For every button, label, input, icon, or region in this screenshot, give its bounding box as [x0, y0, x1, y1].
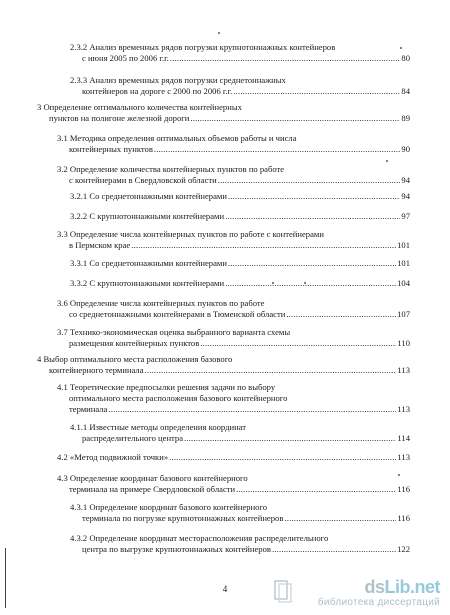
- watermark-tagline: библиотека диссертаций: [317, 597, 440, 608]
- toc-entry: [57, 473, 410, 495]
- toc-entry: [70, 422, 410, 444]
- toc-page-number: 116: [397, 484, 410, 494]
- toc-entry-line: терминала по погрузке крупнотоннажных контейнеров: [82, 513, 284, 523]
- dot-leader: [272, 544, 396, 555]
- dot-leader: [225, 278, 396, 289]
- toc-page-number: 116: [397, 513, 410, 523]
- toc-page-number: 80: [401, 53, 410, 63]
- toc-entry-line: 3.1 Методика определения оптимальных объемов работы и числа: [57, 133, 297, 143]
- toc-entry-line: 3.7 Технико-экономическая оценка выбранного варианта схемы: [57, 327, 291, 337]
- dot-leader: [170, 53, 401, 64]
- toc-entry: [57, 452, 410, 463]
- toc-entry: [57, 164, 410, 186]
- toc-page-number: 104: [397, 278, 410, 288]
- toc-page-number: 97: [401, 211, 410, 221]
- toc-entry-line: 3.2.2 С крупнотоннажными контейнерами: [70, 211, 225, 221]
- toc-page-number: 101: [397, 258, 410, 268]
- dot-leader: [218, 175, 401, 186]
- dot-leader: [228, 258, 396, 269]
- toc-entry-line: 2.3.2 Анализ временных рядов погрузки крупнотоннажных контейнеров: [70, 42, 336, 52]
- toc-entry: [37, 354, 410, 376]
- toc-entry-line: с июня 2005 по 2006 г.г.: [82, 53, 169, 63]
- dot-leader: [145, 365, 397, 376]
- dot-leader: [284, 513, 396, 524]
- toc-entry-line: пунктов на полигоне железной дороги: [49, 113, 190, 123]
- toc-entry-line: оптимального места расположения базового контейнерного: [69, 393, 288, 403]
- toc-entry: [70, 191, 410, 202]
- toc-entry: [70, 278, 410, 289]
- toc-entry-line: 4.3.1 Определение координат базового контейнерного: [70, 502, 268, 512]
- toc-entry-line: 3 Определение оптимального количества контейнерных: [37, 102, 242, 112]
- toc-entry-line: 4.3 Определение координат базового контейнерного: [57, 473, 248, 483]
- dot-leader: [236, 484, 396, 495]
- toc-entry-line: 3.6 Определение числа контейнерных пунктов по работе: [57, 298, 265, 308]
- toc-entry-line: 3.2 Определение количества контейнерных пунктов по работе: [57, 164, 285, 174]
- toc-entry-line: терминала: [69, 404, 108, 414]
- toc-page-number: 110: [397, 338, 410, 348]
- dot-leader: [184, 433, 396, 444]
- toc-entry-line: 4.1 Теоретические предпосылки решения задачи по выбору: [57, 382, 276, 392]
- toc-entry-line: 4 Выбор оптимального места расположения базового: [37, 354, 233, 364]
- toc-entry: [70, 533, 410, 555]
- toc-page-number: 113: [397, 404, 410, 414]
- toc-page-number: 89: [401, 113, 410, 123]
- toc-page-number: 122: [397, 544, 410, 554]
- watermark-logo: dsLib.net: [364, 577, 440, 597]
- page-number: 4: [222, 584, 228, 594]
- toc-entry-line: 3.3.2 С крупнотоннажными контейнерами: [70, 278, 225, 288]
- toc-entry-line: размещения контейнерных пунктов: [69, 338, 200, 348]
- toc-entry: [57, 229, 410, 251]
- toc-entry: [70, 502, 410, 524]
- toc-entry-line: 3.2.1 Со среднетоннажными контейнерами: [70, 191, 227, 201]
- dot-leader: [225, 211, 400, 222]
- toc-entry-line: контейнерных пунктов: [69, 144, 153, 154]
- dot-leader: [228, 191, 400, 202]
- toc-page-number: 101: [397, 240, 410, 250]
- toc-entry: [70, 42, 410, 64]
- toc-entry: [70, 211, 410, 222]
- toc-entry-line: с контейнерами в Свердловской области: [69, 175, 217, 185]
- toc-page-number: 94: [401, 175, 410, 185]
- toc-entry: [57, 133, 410, 155]
- toc-entry-line: 4.1.1 Известные методы определения координат: [70, 422, 247, 432]
- dot-leader: [169, 452, 396, 463]
- toc-page-number: 84: [401, 86, 410, 96]
- toc-entry-line: в Пермском крае: [69, 240, 131, 250]
- toc-page-number: 113: [397, 365, 410, 375]
- dot-leader: [233, 86, 400, 97]
- toc-entry-line: 4.2 «Метод подвижной точки»: [57, 452, 169, 462]
- toc-entry-line: центра по выгрузке крупнотоннажных контейнеров: [82, 544, 271, 554]
- toc-page-number: 90: [401, 144, 410, 154]
- dot-leader: [154, 144, 401, 155]
- toc-page-number: 113: [397, 452, 410, 462]
- toc-entry: [37, 102, 410, 124]
- toc-entry-line: 3.3.1 Со среднетоннажными контейнерами: [70, 258, 227, 268]
- dot-leader: [190, 113, 400, 124]
- dot-leader: [286, 309, 396, 320]
- toc-page-number: 107: [397, 309, 410, 319]
- toc-entry-line: контейнерного терминала: [49, 365, 144, 375]
- toc-entry: [70, 75, 410, 97]
- toc-entry: [57, 382, 410, 415]
- watermark: [270, 577, 440, 609]
- dot-leader: [200, 338, 396, 349]
- toc-entry-line: контейнеров на дороге с 2000 по 2006 г.г.: [82, 86, 233, 96]
- toc-page-number: 114: [397, 433, 410, 443]
- toc-entry: [70, 258, 410, 269]
- toc-entry-line: 4.3.2 Определение координат месторасположения распределительного: [70, 533, 329, 543]
- toc-entry-line: терминала на примере Свердловской области: [69, 484, 236, 494]
- toc-entry-line: 3.3 Определение числа контейнерных пунктов по работе с контейнерами: [57, 229, 324, 239]
- toc-page-number: 94: [401, 191, 410, 201]
- scan-edge-line: [5, 548, 6, 608]
- toc-entry: [57, 327, 410, 349]
- toc-entry-line: со среднетоннажными контейнерами в Тюменской области: [69, 309, 286, 319]
- dot-leader: [108, 404, 396, 415]
- dot-leader: [131, 240, 396, 251]
- toc-entry-line: 2.3.3 Анализ временных рядов погрузки среднетоннажных: [70, 75, 286, 85]
- toc-entry-line: распределительного центра: [82, 433, 184, 443]
- toc-entry: [57, 298, 410, 320]
- book-icon: [274, 579, 292, 603]
